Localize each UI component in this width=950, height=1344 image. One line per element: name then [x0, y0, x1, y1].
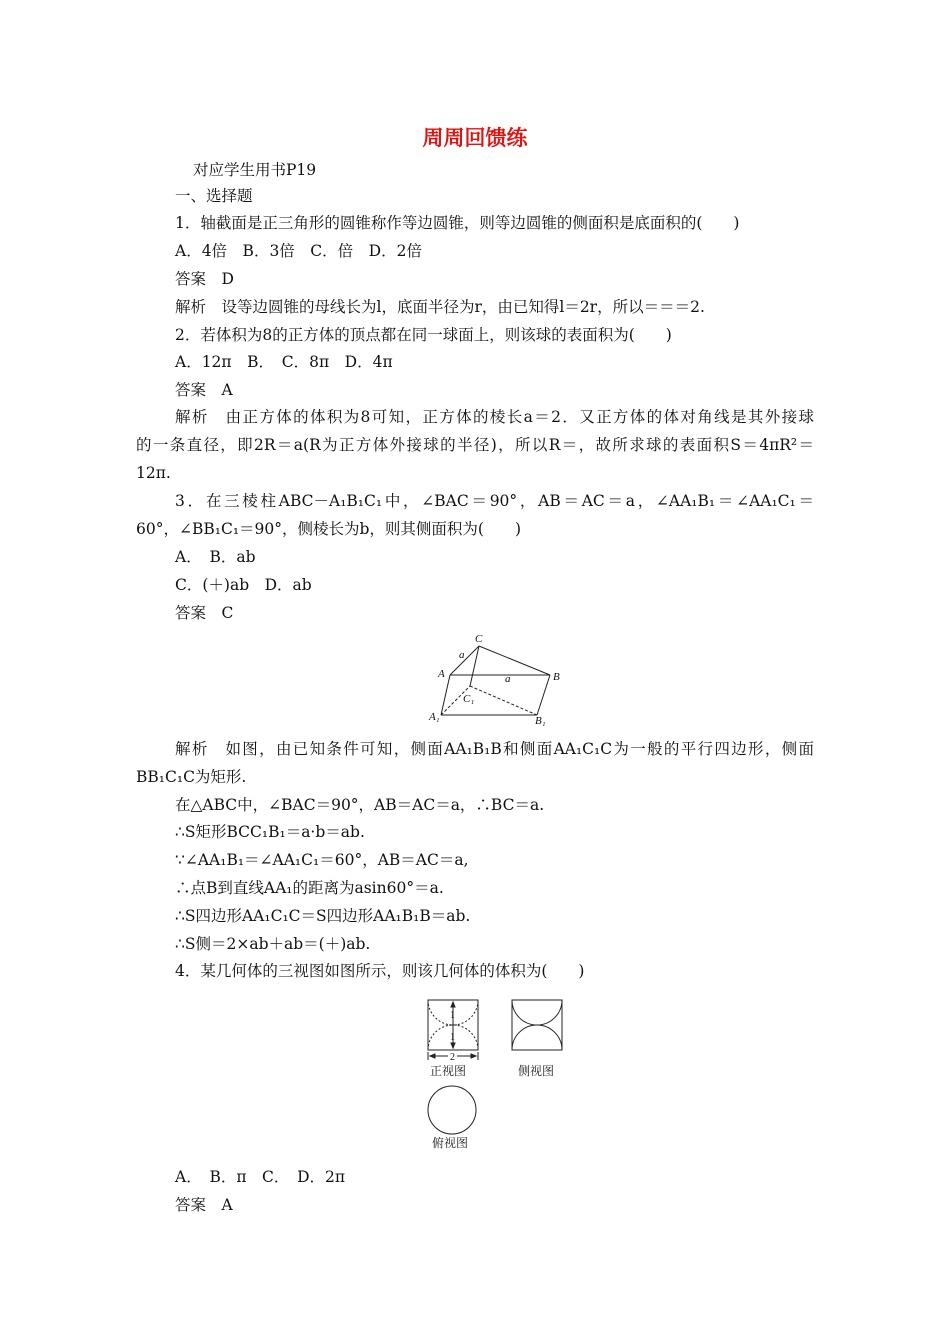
q4-stem: 4．某几何体的三视图如图所示，则该几何体的体积为( )	[175, 962, 585, 980]
page-title: 周周回馈练	[422, 126, 528, 150]
dim-label-2: 2	[450, 1052, 455, 1063]
edge-CC1	[470, 646, 479, 686]
dim-label-1b: 1	[450, 1032, 455, 1043]
side-view-caption: 侧视图	[518, 1064, 555, 1078]
label-B1: B₁	[535, 715, 546, 726]
label-A1: A₁	[429, 711, 440, 723]
q2-answer: 答案 A	[175, 381, 233, 399]
label-a-mid: a	[505, 673, 511, 685]
top-view-caption: 俯视图	[432, 1136, 469, 1150]
q3-answer: 答案 C	[175, 604, 234, 622]
front-view	[428, 1000, 478, 1060]
prism-figure	[425, 628, 565, 726]
edge-CB	[479, 646, 550, 675]
q3-step-6: ∴S侧＝2×ab＋ab＝(＋)ab.	[175, 935, 371, 953]
q3-step-4: ∴点B到直线AA₁的距离为asin60°＝a.	[175, 879, 444, 897]
q3-stem-line1: 3．在三棱柱ABC－A₁B₁C₁中，∠BAC＝90°，AB＝AC＝a，∠AA₁B₁＝∠AA₁C₁＝	[175, 492, 814, 510]
section-heading: 一、选择题	[175, 187, 253, 205]
top-view	[428, 1086, 476, 1134]
label-a-left: a	[459, 649, 465, 661]
edge-AA1	[441, 675, 450, 715]
edge-BB1	[537, 675, 550, 715]
source-note: 对应学生用书P19	[193, 161, 317, 179]
q3-step-2: ∴S矩形BCC₁B₁＝a·b＝ab.	[175, 823, 365, 841]
q1-options: A．4倍 B．3倍 C．倍 D．2倍	[175, 242, 422, 260]
label-B: B	[553, 671, 560, 683]
edge-CA	[450, 646, 479, 675]
q3-step-3: ∵∠AA₁B₁＝∠AA₁C₁＝60°，AB＝AC＝a,	[175, 851, 469, 869]
front-view-caption: 正视图	[430, 1064, 467, 1078]
q3-stem-line2: 60°，∠BB₁C₁＝90°，侧棱长为b，则其侧面积为( )	[136, 520, 522, 538]
q4-options: A． B．π C． D．2π	[175, 1168, 346, 1186]
q2-analysis-line3: 12π.	[136, 464, 171, 482]
side-view	[512, 1000, 562, 1050]
label-C: C	[475, 633, 483, 645]
three-view-diagram	[420, 992, 570, 1154]
q1-analysis: 解析 设等边圆锥的母线长为l，底面半径为r，由已知得l＝2r，所以＝＝＝2.	[175, 298, 705, 316]
q3-options-line2: C．(＋)ab D．ab	[175, 576, 312, 594]
three-view-figure	[420, 992, 570, 1154]
q3-analysis-line1: 解析 如图，由已知条件可知，侧面AA₁B₁B和侧面AA₁C₁C为一般的平行四边形，侧面	[175, 740, 814, 758]
q2-analysis-line2: 的一条直径，即2R＝a(R为正方体外接球的半径)，所以R＝，故所求球的表面积S＝4πR²＝	[136, 436, 814, 454]
q2-analysis-line1: 解析 由正方体的体积为8可知，正方体的棱长a＝2．又正方体的体对角线是其外接球	[175, 408, 814, 426]
q2-stem: 2．若体积为8的正方体的顶点都在同一球面上，则该球的表面积为( )	[175, 326, 672, 344]
prism-diagram	[425, 628, 565, 726]
q3-options-line1: A． B．ab	[175, 548, 256, 566]
label-C1: C₁	[463, 693, 475, 705]
q1-stem: 1．轴截面是正三角形的圆锥称作等边圆锥，则等边圆锥的侧面积是底面积的( )	[175, 214, 740, 232]
q3-analysis-line2: BB₁C₁C为矩形.	[136, 768, 247, 786]
q4-answer: 答案 A	[175, 1196, 233, 1214]
label-A: A	[438, 668, 445, 680]
q2-options: A．12π B． C．8π D．4π	[175, 353, 393, 371]
edge-C1B1	[470, 686, 537, 715]
q3-step-5: ∴S四边形AA₁C₁C＝S四边形AA₁B₁B＝ab.	[175, 907, 471, 925]
q3-step-1: 在△ABC中，∠BAC＝90°，AB＝AC＝a，∴BC＝a.	[175, 796, 545, 814]
q1-answer: 答案 D	[175, 270, 234, 288]
dim-label-1a: 1	[450, 1010, 455, 1021]
